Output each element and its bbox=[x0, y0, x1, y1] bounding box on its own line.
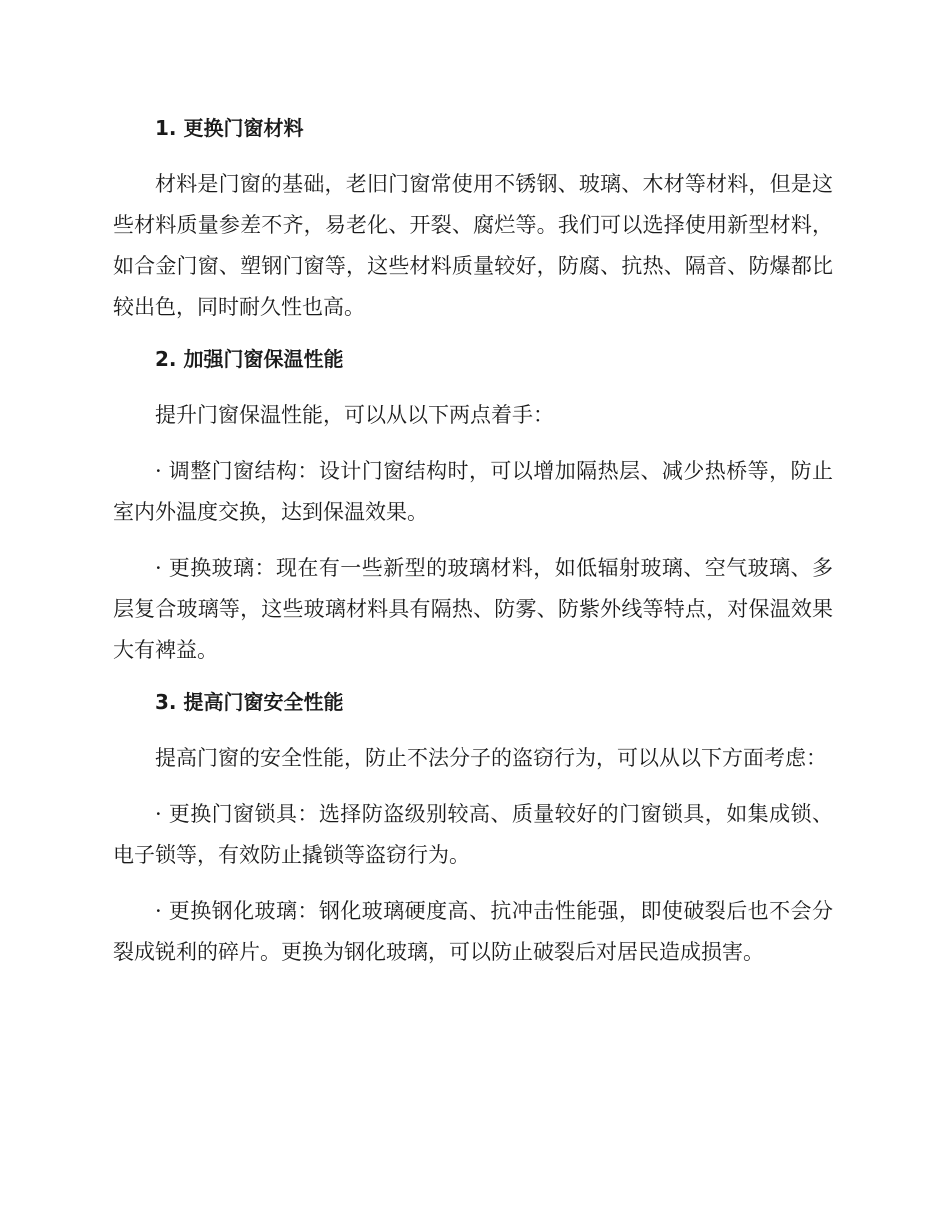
bullet-paragraph: · 更换钢化玻璃：钢化玻璃硬度高、抗冲击性能强，即使破裂后也不会分裂成锐利的碎片。更换为钢化玻璃，可以防止破裂后对居民造成损害。 bbox=[113, 899, 833, 964]
section-materials bbox=[113, 112, 833, 328]
body-paragraph: 提高门窗的安全性能，防止不法分子的盗窃行为，可以从以下方面考虑： bbox=[155, 746, 827, 770]
section-security bbox=[113, 686, 833, 973]
bullet-paragraph: · 更换门窗锁具：选择防盗级别较高、质量较好的门窗锁具，如集成锁、电子锁等，有效防止撬锁等盗窃行为。 bbox=[113, 802, 833, 867]
section-heading: 3. 提高门窗安全性能 bbox=[155, 690, 344, 714]
bullet-paragraph: · 调整门窗结构：设计门窗结构时，可以增加隔热层、减少热桥等，防止室内外温度交换，达到保温效果。 bbox=[113, 459, 833, 524]
section-insulation bbox=[113, 343, 833, 671]
body-paragraph: 提升门窗保温性能，可以从以下两点着手： bbox=[155, 403, 554, 427]
section-heading: 2. 加强门窗保温性能 bbox=[155, 347, 344, 371]
body-paragraph: 材料是门窗的基础，老旧门窗常使用不锈钢、玻璃、木材等材料，但是这些材料质量参差不齐，易老化、开裂、腐烂等。我们可以选择使用新型材料，如合金门窗、塑钢门窗等，这些材料质量较好，防腐、抗热、隔音、防爆都比较出色，同时耐久性也高。 bbox=[113, 172, 833, 319]
bullet-paragraph: · 更换玻璃：现在有一些新型的玻璃材料，如低辐射玻璃、空气玻璃、多层复合玻璃等，这些玻璃材料具有隔热、防雾、防紫外线等特点，对保温效果大有裨益。 bbox=[113, 556, 833, 662]
section-heading: 1. 更换门窗材料 bbox=[155, 116, 304, 140]
document-body bbox=[113, 112, 833, 973]
